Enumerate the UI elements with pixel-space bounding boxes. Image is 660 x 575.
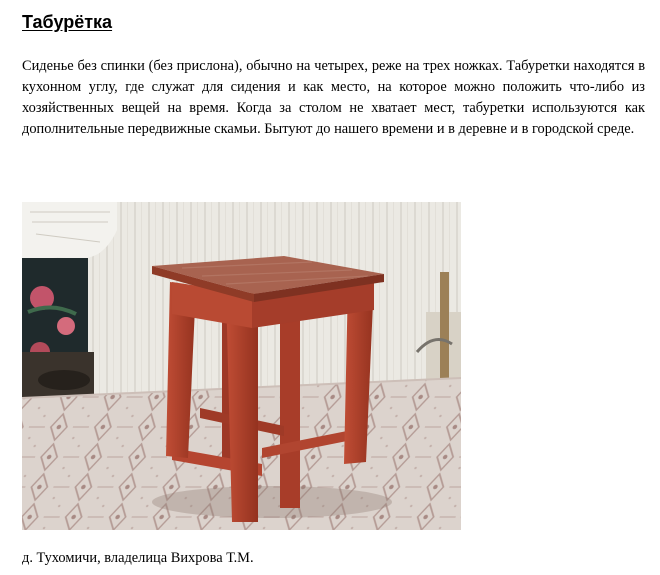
stool-photo [22,202,461,530]
stool-photo-illustration [22,202,461,530]
page-title: Табурётка [22,12,113,32]
description-paragraph: Сиденье без спинки (без прислона), обычно на четырех, реже на трех ножках. Табуретки находятся в кухонном углу, где служат для сидения и как место, на которое можно положить что-либо из хозяйственных вещей на время. Когда за столом не хватает мест, табуретки используются как дополнительные передвижные скамьи. Бытуют до нашего времени и в деревне и в городской среде. [22,58,645,137]
photo-caption: д. Тухомичи, владелица Вихрова Т.М. [22,550,254,566]
